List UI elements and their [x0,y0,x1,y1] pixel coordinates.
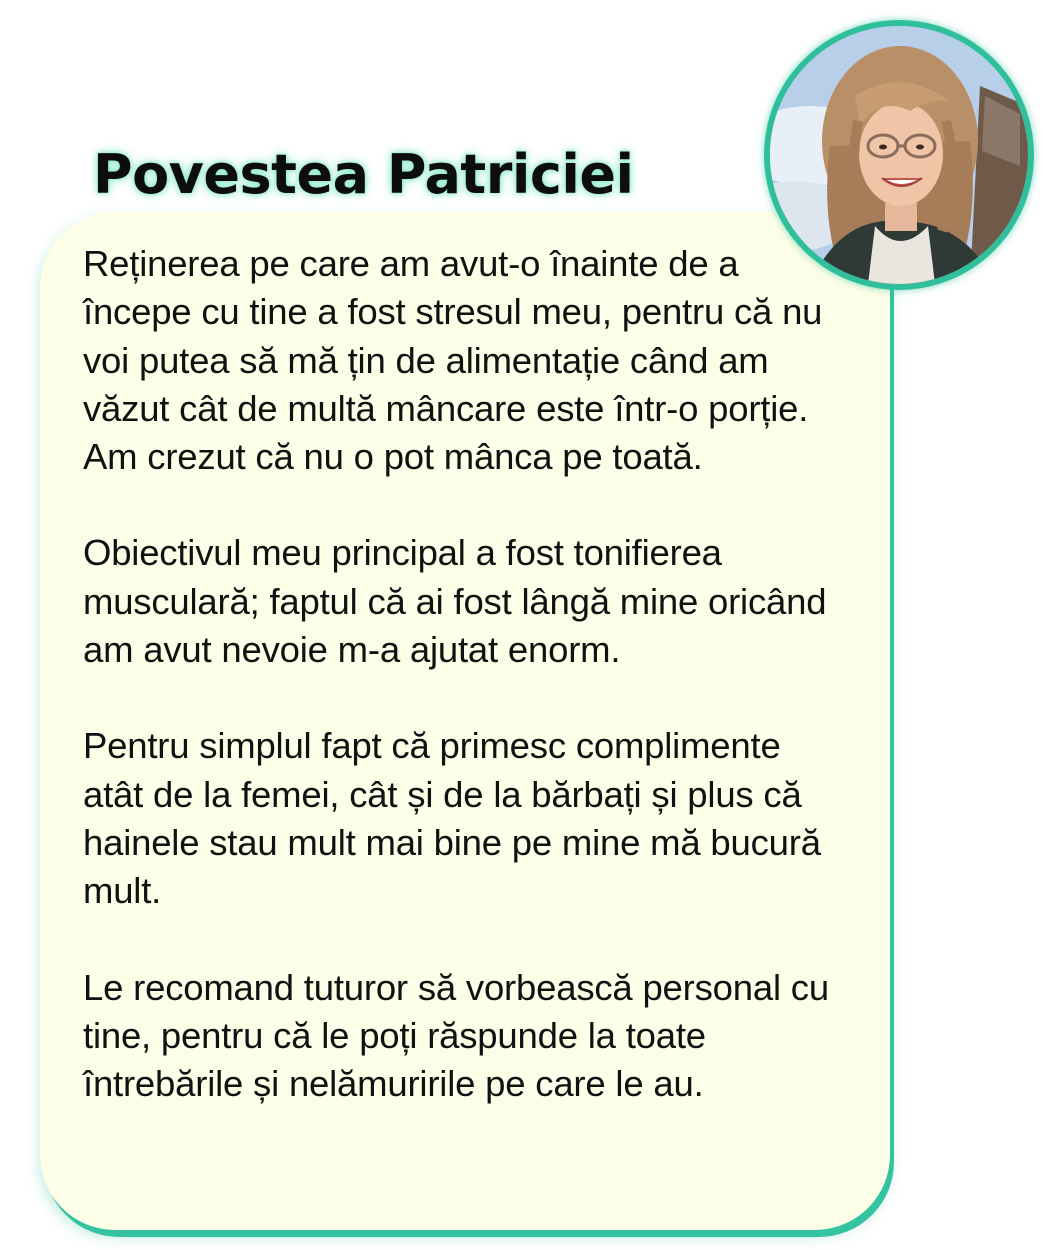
page-title: Povestea Patriciei [93,143,634,206]
testimonial-card [40,212,890,1230]
testimonial-paragraph-4: Le recomand tuturor să vorbească personal cu tine, pentru că le poți răspunde la toate întrebările și nelămuririle pe care le au. [83,966,829,1105]
testimonial-paragraph-1: Reținerea pe care am avut-o înainte de a începe cu tine a fost stresul meu, pentru că nu voi putea să mă țin de alimentație când am văzut cât de multă mâncare este într-o porție. Am crezut că nu o pot mânca pe toată. [83,243,823,478]
avatar [764,20,1034,290]
portrait-photo [770,26,1028,284]
testimonial-paragraph-2: Obiectivul meu principal a fost tonifierea musculară; faptul că ai fost lângă mine oricând am avut nevoie m-a ajutat enorm. [83,532,827,671]
testimonial-paragraph-3: Pentru simplul fapt că primesc complimente atât de la femei, cât și de la bărbați și plus că hainele stau mult mai bine pe mine mă bucură mult. [83,725,821,912]
